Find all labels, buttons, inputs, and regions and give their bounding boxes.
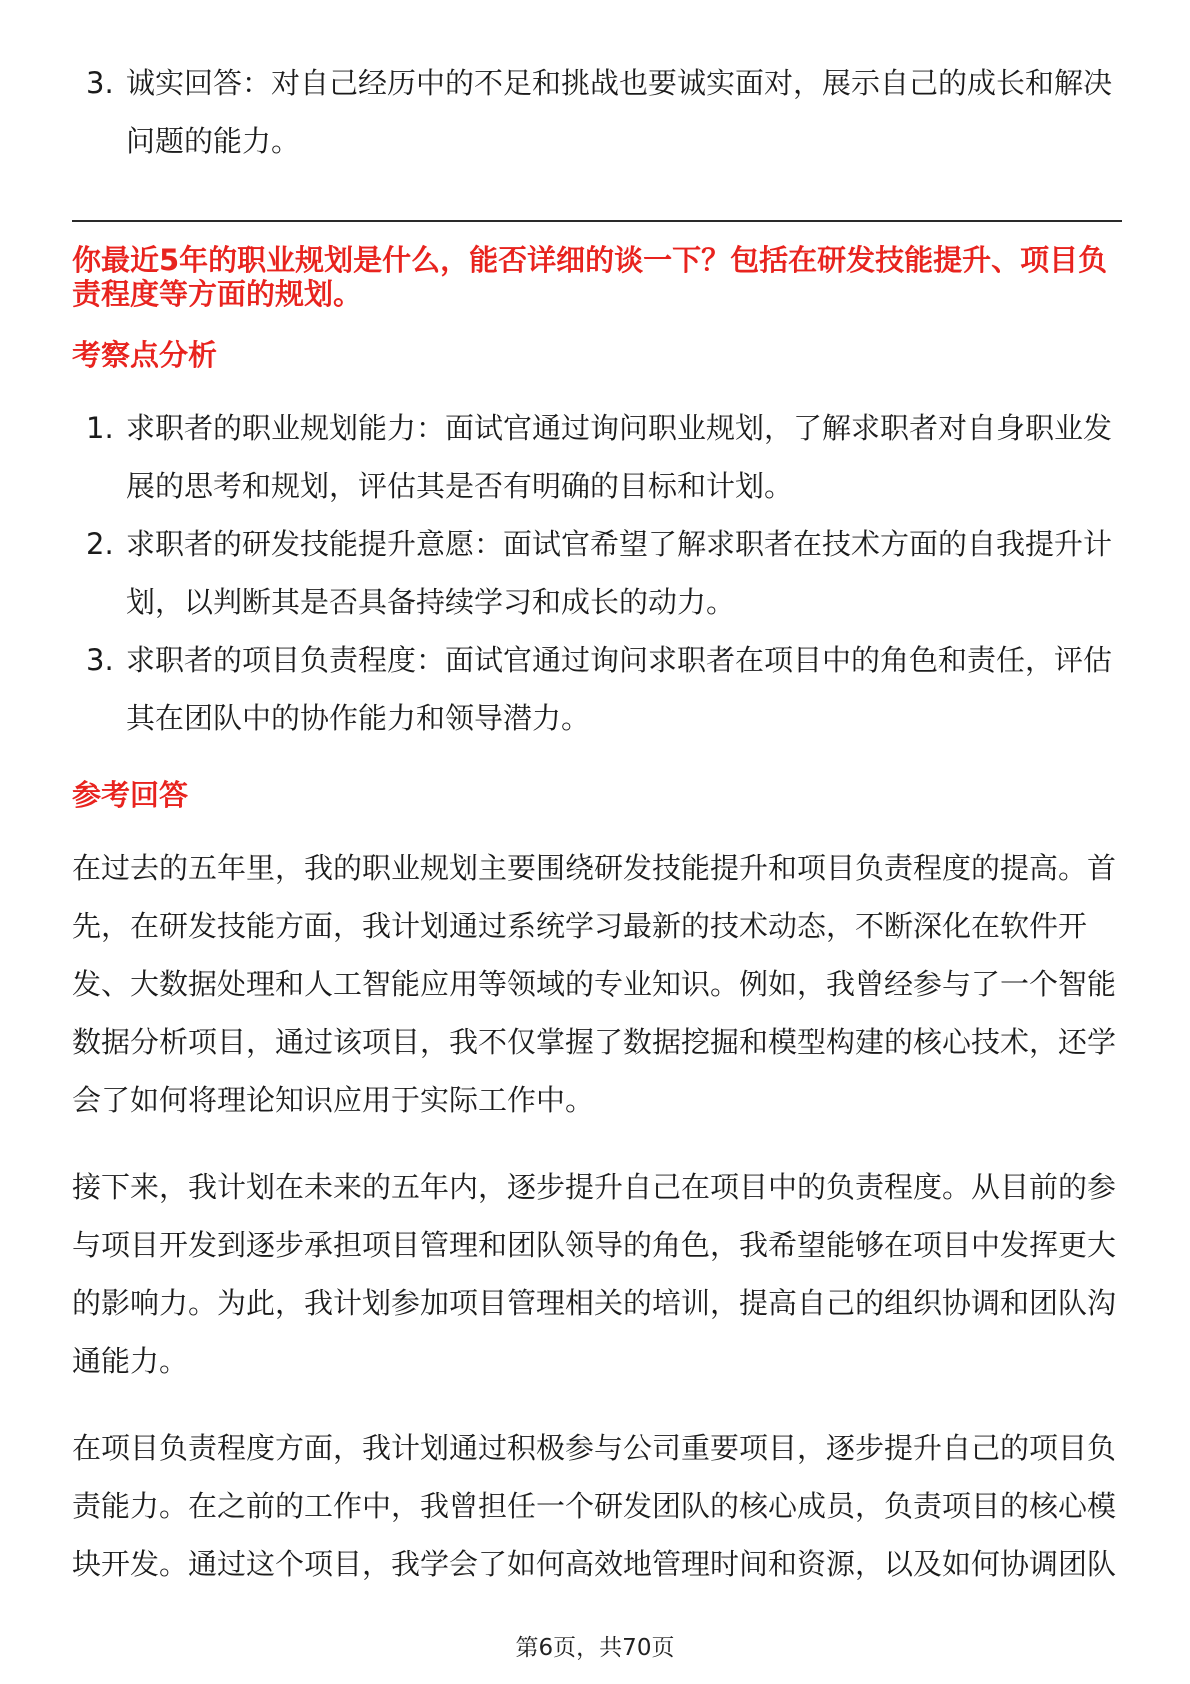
section-divider (72, 220, 1122, 222)
analysis-list (72, 399, 1122, 747)
list-item (72, 54, 1122, 170)
list-number: 3. (86, 66, 114, 100)
answer-paragraph: 在项目负责程度方面，我计划通过积极参与公司重要项目，逐步提升自己的项目负责能力。在之前的工作中，我曾担任一个研发团队的核心成员，负责项目的核心模块开发。通过这个项目，我学会了如何高效地管理时间和资源，以及如何协调团队 (72, 1431, 1117, 1581)
list-item-text: 求职者的项目负责程度：面试官通过询问求职者在项目中的角色和责任，评估其在团队中的协作能力和领导潜力。 (126, 643, 1113, 735)
list-item-text: 诚实回答：对自己经历中的不足和挑战也要诚实面对，展示自己的成长和解决问题的能力。 (126, 66, 1113, 158)
interview-question: 你最近5年的职业规划是什么，能否详细的谈一下？包括在研发技能提升、项目负责程度等方面的规划。 (72, 243, 1108, 311)
list-item-text: 求职者的研发技能提升意愿：面试官希望了解求职者在技术方面的自我提升计划，以判断其是否具备持续学习和成长的动力。 (126, 527, 1113, 619)
answer-body (72, 839, 1122, 1622)
analysis-heading: 考察点分析 (72, 338, 218, 372)
list-item (72, 515, 1122, 631)
list-number: 3. (86, 643, 114, 677)
list-item-text: 求职者的职业规划能力：面试官通过询问职业规划，了解求职者对自身职业发展的思考和规划，评估其是否有明确的目标和计划。 (126, 411, 1113, 503)
answer-paragraph: 在过去的五年里，我的职业规划主要围绕研发技能提升和项目负责程度的提高。首先，在研发技能方面，我计划通过系统学习最新的技术动态，不断深化在软件开发、大数据处理和人工智能应用等领域的专业知识。例如，我曾经参与了一个智能数据分析项目，通过该项目，我不仅掌握了数据挖掘和模型构建的核心技术，还学会了如何将理论知识应用于实际工作中。 (72, 851, 1117, 1117)
list-number: 1. (86, 411, 114, 445)
answer-paragraph: 接下来，我计划在未来的五年内，逐步提升自己在项目中的负责程度。从目前的参与项目开发到逐步承担项目管理和团队领导的角色，我希望能够在项目中发挥更大的影响力。为此，我计划参加项目管理相关的培训，提高自己的组织协调和团队沟通能力。 (72, 1170, 1117, 1378)
list-number: 2. (86, 527, 114, 561)
continued-list (72, 54, 1122, 170)
list-item (72, 631, 1122, 747)
page-number: 第6页，共70页 (515, 1635, 675, 1661)
list-item (72, 399, 1122, 515)
answer-heading: 参考回答 (72, 778, 189, 812)
